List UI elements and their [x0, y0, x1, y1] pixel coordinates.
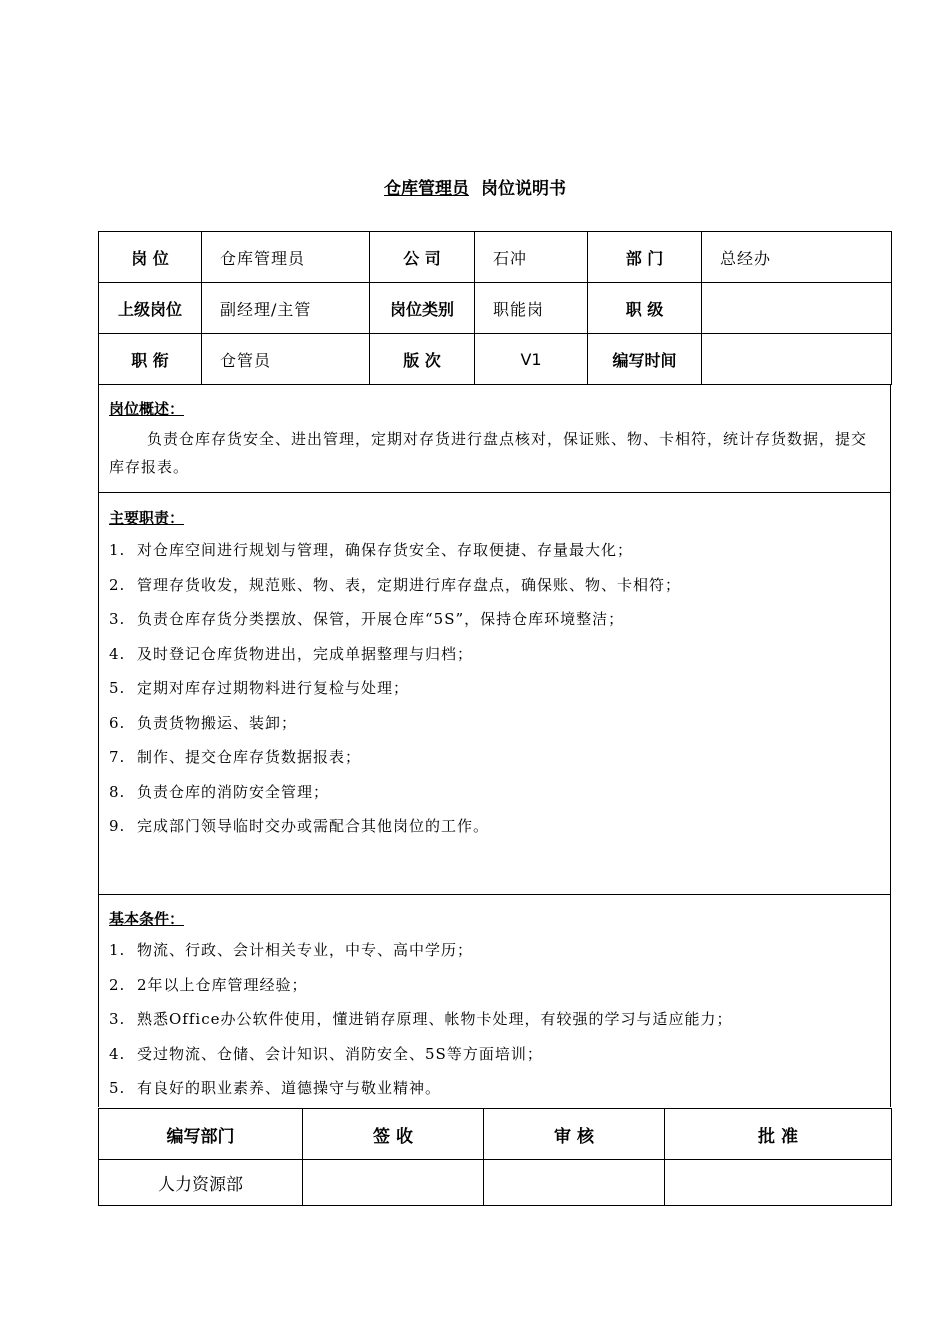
value-written-time	[702, 334, 892, 385]
label-written-time: 编写时间	[588, 334, 702, 385]
sign-off-table	[98, 1108, 892, 1206]
info-row	[99, 283, 892, 334]
value-department: 总经办	[702, 232, 892, 283]
list-item: 3. 熟悉Office办公软件使用，懂进销存原理、帐物卡处理，有较强的学习与适应能力；	[109, 1010, 733, 1028]
info-row	[99, 334, 892, 385]
value-written-dept: 人力资源部	[99, 1160, 303, 1206]
page-title	[0, 174, 950, 199]
value-reviewed	[484, 1160, 665, 1206]
list-item: 6. 负责货物搬运、装卸；	[109, 713, 298, 732]
list-item: 1. 物流、行政、会计相关专业，中专、高中学历；	[109, 941, 474, 959]
value-superior: 副经理/主管	[202, 283, 370, 334]
list-item: 7. 制作、提交仓库存货数据报表；	[109, 748, 362, 766]
value-grade	[702, 283, 892, 334]
list-item: 1. 对仓库空间进行规划与管理，确保存货安全、存取便捷、存量最大化；	[109, 541, 634, 559]
conditions-section	[98, 895, 891, 1107]
label-title: 职 衔	[99, 334, 202, 385]
list-item: 3. 负责仓库存货分类摆放、保管，开展仓库“5S”，保持仓库环境整洁；	[109, 610, 625, 628]
value-title: 仓管员	[202, 334, 370, 385]
duties-title: 主要职责：	[109, 509, 185, 527]
list-item: 2. 2年以上仓库管理经验；	[109, 975, 308, 994]
value-received	[303, 1160, 484, 1206]
title-document-type: 岗位说明书	[481, 179, 566, 199]
info-row	[99, 232, 892, 283]
list-item: 4. 及时登记仓库货物进出，完成单据整理与归档；	[109, 644, 474, 663]
header-approved: 批 准	[665, 1109, 892, 1160]
value-approved	[665, 1160, 892, 1206]
list-item: 5. 有良好的职业素养、道德操守与敬业精神。	[109, 1079, 442, 1097]
value-category: 职能岗	[475, 283, 588, 334]
duties-list	[99, 533, 890, 844]
title-position-name: 仓库管理员	[384, 179, 469, 199]
label-company: 公 司	[370, 232, 475, 283]
label-grade: 职 级	[588, 283, 702, 334]
header-written-dept: 编写部门	[99, 1109, 303, 1160]
conditions-title: 基本条件：	[109, 910, 185, 928]
label-superior: 上级岗位	[99, 283, 202, 334]
overview-text: 负责仓库存货安全、进出管理，定期对存货进行盘点核对，保证账、物、卡相符，统计存货数据，提交库存报表。	[109, 430, 868, 476]
header-reviewed: 审 核	[484, 1109, 665, 1160]
duties-section	[98, 493, 891, 895]
list-item: 4. 受过物流、仓储、会计知识、消防安全、5S等方面培训；	[109, 1044, 543, 1063]
header-received: 签 收	[303, 1109, 484, 1160]
list-item: 9. 完成部门领导临时交办或需配合其他岗位的工作。	[109, 817, 490, 835]
label-version: 版 次	[370, 334, 475, 385]
overview-section	[98, 384, 891, 493]
label-position: 岗 位	[99, 232, 202, 283]
conditions-list	[99, 933, 890, 1106]
value-version: V1	[475, 334, 588, 385]
overview-title: 岗位概述：	[109, 400, 185, 418]
info-table	[98, 231, 892, 385]
sign-value-row	[99, 1160, 892, 1206]
label-category: 岗位类别	[370, 283, 475, 334]
list-item: 2. 管理存货收发，规范账、物、表，定期进行库存盘点，确保账、物、卡相符；	[109, 575, 682, 594]
list-item: 5. 定期对库存过期物料进行复检与处理；	[109, 679, 410, 697]
sign-header-row	[99, 1109, 892, 1160]
value-company: 石冲	[475, 232, 588, 283]
label-department: 部 门	[588, 232, 702, 283]
value-position: 仓库管理员	[202, 232, 370, 283]
list-item: 8. 负责仓库的消防安全管理；	[109, 782, 330, 801]
